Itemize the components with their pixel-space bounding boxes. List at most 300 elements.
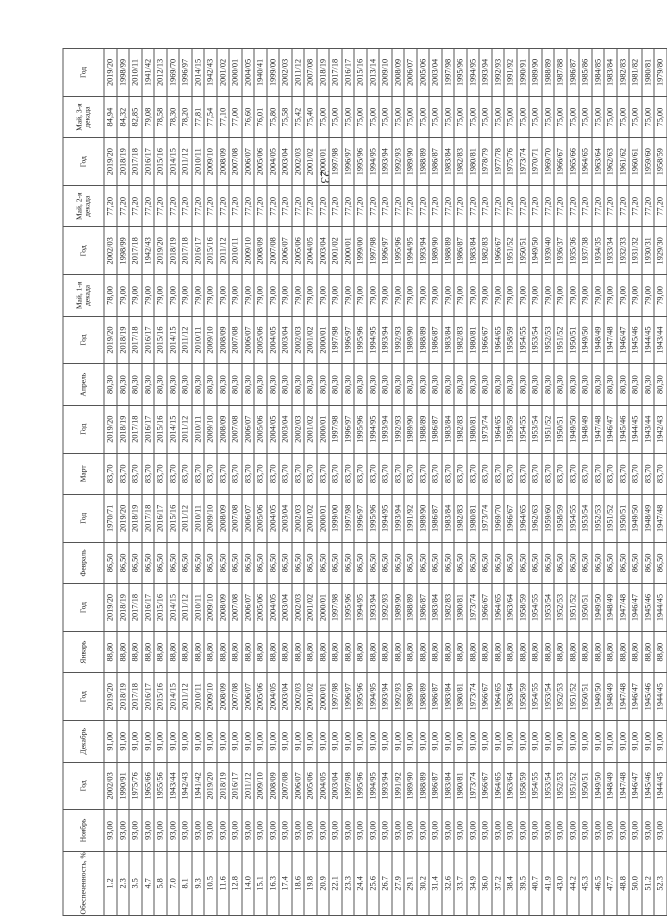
table-cell: 2009/10: [204, 138, 217, 186]
table-cell: 2005/06: [254, 405, 267, 453]
table-cell: 1969/70: [167, 49, 180, 97]
table-cell: 86,50: [329, 542, 342, 583]
table-row: [517, 49, 530, 916]
table-cell: 86,50: [592, 542, 605, 583]
table-cell: 1953/54: [579, 495, 592, 543]
table-cell: 1947/48: [654, 495, 667, 543]
table-cell: 2006/07: [242, 673, 255, 721]
table-cell: 77,20: [442, 186, 455, 227]
table-cell: 1994/95: [367, 405, 380, 453]
table-cell: 83,70: [467, 453, 480, 494]
table-cell: 79,00: [579, 275, 592, 316]
table-cell: 83,70: [504, 453, 517, 494]
table-cell: 2017/18: [129, 673, 142, 721]
table-cell: 91,00: [354, 721, 367, 762]
table-cell: 2019/20: [204, 762, 217, 810]
table-cell: 86,50: [492, 542, 505, 583]
table-cell: 4.7: [142, 851, 155, 915]
table-cell: 1943/44: [654, 316, 667, 364]
table-cell: 86,50: [354, 542, 367, 583]
table-cell: 1949/50: [592, 584, 605, 632]
table-cell: 36.0: [479, 851, 492, 915]
table-cell: 1995/96: [367, 495, 380, 543]
table-cell: 1973/74: [479, 405, 492, 453]
table-cell: 80,30: [129, 364, 142, 405]
table-cell: 1964/65: [579, 138, 592, 186]
table-cell: 2000/01: [317, 495, 330, 543]
table-cell: 86,50: [517, 542, 530, 583]
table-cell: 1964/65: [492, 316, 505, 364]
table-cell: 1944/45: [642, 316, 655, 364]
table-cell: 1948/49: [592, 316, 605, 364]
table-cell: 88,80: [354, 631, 367, 672]
table-cell: 76,60: [242, 96, 255, 137]
table-cell: 75,00: [617, 96, 630, 137]
table-cell: 1932/33: [617, 227, 630, 275]
table-cell: 91,00: [292, 721, 305, 762]
table-cell: 93,00: [204, 810, 217, 851]
table-cell: 2015/16: [167, 495, 180, 543]
table-row: [392, 49, 405, 916]
table-cell: 50.0: [629, 851, 642, 915]
table-cell: 1989/90: [404, 138, 417, 186]
table-cell: 79,00: [567, 275, 580, 316]
table-cell: 1959/60: [642, 138, 655, 186]
table-cell: 75,00: [604, 96, 617, 137]
column-header: Декабрь: [63, 721, 104, 762]
table-cell: 9.3: [192, 851, 205, 915]
table-cell: 86,50: [192, 542, 205, 583]
table-cell: 2009/10: [204, 316, 217, 364]
table-cell: 1982/83: [454, 138, 467, 186]
table-cell: 79,08: [142, 96, 155, 137]
table-cell: 80,30: [317, 364, 330, 405]
table-cell: 2003/04: [279, 316, 292, 364]
table-row: [217, 49, 230, 916]
table-cell: 93,00: [292, 810, 305, 851]
table-cell: 1948/49: [604, 584, 617, 632]
table-cell: 75,00: [342, 96, 355, 137]
table-cell: 1946/47: [629, 762, 642, 810]
table-cell: 79,00: [329, 275, 342, 316]
table-cell: 80,30: [404, 364, 417, 405]
table-cell: 1970/71: [104, 495, 117, 543]
table-cell: 2008/09: [217, 138, 230, 186]
table-cell: 93,00: [629, 810, 642, 851]
table-cell: 2016/17: [142, 316, 155, 364]
table-row: [442, 49, 455, 916]
table-cell: 77,20: [104, 186, 117, 227]
table-cell: 83,70: [367, 453, 380, 494]
table-cell: 2001/02: [304, 584, 317, 632]
table-cell: 2015/16: [204, 227, 217, 275]
table-cell: 1936/37: [554, 227, 567, 275]
table-cell: 1963/64: [504, 673, 517, 721]
table-cell: 1964/65: [492, 584, 505, 632]
table-cell: 80,30: [542, 364, 555, 405]
table-cell: 91,00: [217, 721, 230, 762]
table-cell: 77,20: [329, 186, 342, 227]
table-cell: 2004/05: [267, 405, 280, 453]
table-cell: 2011/12: [179, 405, 192, 453]
table-cell: 1975/76: [504, 138, 517, 186]
table-cell: 2018/19: [117, 584, 130, 632]
table-cell: 31.4: [429, 851, 442, 915]
table-cell: 88,80: [154, 631, 167, 672]
table-cell: 91,00: [329, 721, 342, 762]
table-cell: 91,00: [379, 721, 392, 762]
table-cell: 80,30: [217, 364, 230, 405]
table-cell: 1988/89: [542, 49, 555, 97]
table-cell: 2002/03: [292, 495, 305, 543]
table-cell: 79,00: [379, 275, 392, 316]
table-cell: 1983/84: [442, 762, 455, 810]
table-cell: 83,70: [529, 453, 542, 494]
table-cell: 1982/83: [454, 316, 467, 364]
table-cell: 1949/50: [592, 762, 605, 810]
table-cell: 2011/12: [217, 227, 230, 275]
table-cell: 2016/17: [142, 405, 155, 453]
table-cell: 2007/08: [279, 762, 292, 810]
table-cell: 1993/94: [379, 405, 392, 453]
table-cell: 1994/95: [379, 495, 392, 543]
table-cell: 1973/74: [517, 138, 530, 186]
table-cell: 84,32: [117, 96, 130, 137]
table-cell: 37.2: [492, 851, 505, 915]
table-cell: 83,70: [429, 453, 442, 494]
table-cell: 2000/01: [317, 316, 330, 364]
table-cell: 1994/95: [367, 138, 380, 186]
table-cell: 77,20: [317, 186, 330, 227]
table-cell: 2011/12: [179, 584, 192, 632]
table-cell: 79,00: [279, 275, 292, 316]
table-cell: 79,00: [242, 275, 255, 316]
table-cell: 2014/15: [167, 673, 180, 721]
table-cell: 1951/52: [542, 405, 555, 453]
table-cell: 1966/67: [479, 673, 492, 721]
table-cell: 83,70: [654, 453, 667, 494]
table-row: [654, 49, 667, 916]
table-cell: 2005/06: [254, 316, 267, 364]
table-cell: 1953/54: [542, 673, 555, 721]
table-cell: 1986/87: [429, 673, 442, 721]
table-cell: 86,50: [554, 542, 567, 583]
table-cell: 83,70: [192, 453, 205, 494]
table-cell: 2010/11: [229, 227, 242, 275]
table-cell: 88,80: [229, 631, 242, 672]
table-cell: 82,85: [129, 96, 142, 137]
table-cell: 2014/15: [167, 584, 180, 632]
table-cell: 1966/67: [479, 316, 492, 364]
table-cell: 1986/87: [429, 405, 442, 453]
table-cell: 91,00: [479, 721, 492, 762]
table-cell: 1951/52: [567, 762, 580, 810]
table-cell: 1995/96: [342, 584, 355, 632]
table-cell: 1986/87: [417, 584, 430, 632]
table-cell: 79,00: [129, 275, 142, 316]
column-header: Год: [63, 495, 104, 543]
table-cell: 86,50: [379, 542, 392, 583]
table-cell: 1954/55: [529, 584, 542, 632]
table-cell: 1958/59: [654, 138, 667, 186]
table-cell: 2009/10: [204, 673, 217, 721]
table-cell: 2000/01: [317, 405, 330, 453]
table-cell: 32.6: [442, 851, 455, 915]
table-cell: 83,70: [617, 453, 630, 494]
table-cell: 2010/11: [192, 316, 205, 364]
table-cell: 79,00: [229, 275, 242, 316]
table-cell: 2005/06: [304, 762, 317, 810]
table-cell: 93,00: [379, 810, 392, 851]
table-cell: 2009/10: [242, 227, 255, 275]
table-cell: 86,50: [542, 542, 555, 583]
table-cell: 77,20: [404, 186, 417, 227]
table-cell: 77,20: [217, 186, 230, 227]
table-cell: 93,00: [642, 810, 655, 851]
table-cell: 80,30: [592, 364, 605, 405]
table-cell: 77,20: [204, 186, 217, 227]
table-cell: 1948/49: [579, 405, 592, 453]
table-cell: 91,00: [204, 721, 217, 762]
table-cell: 88,80: [567, 631, 580, 672]
table-cell: 79,00: [629, 275, 642, 316]
table-cell: 2008/09: [254, 227, 267, 275]
table-row: [204, 49, 217, 916]
table-cell: 2019/20: [104, 49, 117, 97]
table-cell: 77,20: [642, 186, 655, 227]
table-cell: 1996/97: [354, 495, 367, 543]
table-cell: 77,20: [567, 186, 580, 227]
table-cell: 86,50: [242, 542, 255, 583]
table-cell: 1953/54: [542, 762, 555, 810]
table-cell: 1995/96: [354, 138, 367, 186]
table-cell: 1987/88: [554, 49, 567, 97]
table-cell: 1981/82: [629, 49, 642, 97]
table-cell: 84,94: [104, 96, 117, 137]
table-cell: 91,00: [267, 721, 280, 762]
table-cell: 80,30: [367, 364, 380, 405]
table-cell: 2009/10: [254, 762, 267, 810]
table-cell: 1993/94: [367, 584, 380, 632]
table-cell: 79,00: [354, 275, 367, 316]
table-cell: 1964/65: [492, 673, 505, 721]
table-cell: 86,50: [167, 542, 180, 583]
table-cell: 1994/95: [467, 49, 480, 97]
table-cell: 1954/55: [567, 495, 580, 543]
table-cell: 93,00: [304, 810, 317, 851]
table-cell: 88,80: [492, 631, 505, 672]
table-cell: 93,00: [329, 810, 342, 851]
table-cell: 83,70: [217, 453, 230, 494]
column-header: Ноябрь: [63, 810, 104, 851]
table-cell: 1996/97: [342, 138, 355, 186]
table-cell: 2002/03: [292, 405, 305, 453]
table-cell: 1949/50: [592, 673, 605, 721]
table-cell: 1954/55: [529, 762, 542, 810]
table-cell: 80,30: [379, 364, 392, 405]
table-cell: 75,00: [592, 96, 605, 137]
table-cell: 18.6: [292, 851, 305, 915]
table-cell: 1995/96: [392, 227, 405, 275]
table-cell: 1994/95: [367, 762, 380, 810]
column-header: Год: [63, 49, 104, 97]
table-cell: 88,80: [542, 631, 555, 672]
table-cell: 1951/52: [567, 673, 580, 721]
page-number: 23: [317, 164, 333, 190]
table-cell: 1949/50: [529, 227, 542, 275]
table-row: [254, 49, 267, 916]
table-cell: 77,20: [354, 186, 367, 227]
table-cell: 48.8: [617, 851, 630, 915]
table-cell: 83,70: [454, 453, 467, 494]
table-cell: 2016/17: [142, 138, 155, 186]
table-cell: 2008/09: [217, 316, 230, 364]
table-cell: 1988/89: [442, 227, 455, 275]
table-cell: 77,20: [454, 186, 467, 227]
table-cell: 88,80: [279, 631, 292, 672]
table-cell: 86,50: [504, 542, 517, 583]
table-cell: 1947/48: [617, 673, 630, 721]
table-cell: 1947/48: [617, 762, 630, 810]
table-cell: 1952/53: [554, 673, 567, 721]
table-cell: 10.5: [204, 851, 217, 915]
table-cell: 88,80: [592, 631, 605, 672]
table-row: [579, 49, 592, 916]
table-cell: 86,50: [317, 542, 330, 583]
table-cell: 91,00: [542, 721, 555, 762]
table-cell: 93,00: [129, 810, 142, 851]
table-cell: 79,00: [154, 275, 167, 316]
table-cell: 75,00: [629, 96, 642, 137]
table-cell: 2002/03: [104, 227, 117, 275]
table-cell: 2015/16: [154, 584, 167, 632]
table-cell: 77,20: [167, 186, 180, 227]
table-cell: 29.1: [404, 851, 417, 915]
table-cell: 86,50: [204, 542, 217, 583]
table-cell: 1997/98: [329, 584, 342, 632]
table-cell: 83,70: [379, 453, 392, 494]
table-cell: 2018/19: [129, 495, 142, 543]
table-cell: 88,80: [179, 631, 192, 672]
table-cell: 91,00: [404, 721, 417, 762]
table-cell: 1945/46: [629, 316, 642, 364]
table-cell: 91,00: [242, 721, 255, 762]
table-row: [267, 49, 280, 916]
table-cell: 2014/15: [167, 405, 180, 453]
table-cell: 75,00: [467, 96, 480, 137]
table-cell: 2010/11: [192, 405, 205, 453]
table-cell: 83,70: [179, 453, 192, 494]
table-cell: 1953/54: [529, 316, 542, 364]
table-cell: 88,80: [429, 631, 442, 672]
table-row: [592, 49, 605, 916]
table-row: [229, 49, 242, 916]
table-cell: 88,80: [417, 631, 430, 672]
table-row: [367, 49, 380, 916]
table-cell: 83,70: [642, 453, 655, 494]
table-cell: 27.9: [392, 851, 405, 915]
table-cell: 1997/98: [367, 227, 380, 275]
table-cell: 83,70: [254, 453, 267, 494]
table-cell: 86,50: [642, 542, 655, 583]
table-row: [504, 49, 517, 916]
table-cell: 46.5: [592, 851, 605, 915]
table-cell: 86,50: [442, 542, 455, 583]
table-cell: 83,70: [167, 453, 180, 494]
table-cell: 86,50: [654, 542, 667, 583]
table-cell: 91,00: [317, 721, 330, 762]
table-cell: 79,00: [254, 275, 267, 316]
table-cell: 91,00: [554, 721, 567, 762]
table-cell: 1945/46: [617, 405, 630, 453]
table-cell: 2001/02: [304, 138, 317, 186]
table-cell: 88,80: [579, 631, 592, 672]
table-cell: 1950/51: [567, 316, 580, 364]
table-cell: 5.8: [154, 851, 167, 915]
table-cell: 2018/19: [117, 673, 130, 721]
table-cell: 86,50: [529, 542, 542, 583]
table-cell: 2002/03: [279, 49, 292, 97]
table-cell: 1991/92: [504, 49, 517, 97]
table-cell: 91,00: [567, 721, 580, 762]
table-cell: 80,30: [304, 364, 317, 405]
table-cell: 1983/84: [467, 227, 480, 275]
table-cell: 2005/06: [417, 49, 430, 97]
table-cell: 1992/93: [392, 138, 405, 186]
table-cell: 91,00: [492, 721, 505, 762]
table-cell: 1958/59: [504, 316, 517, 364]
table-cell: 1983/84: [429, 584, 442, 632]
table-cell: 1995/96: [354, 673, 367, 721]
table-cell: 2009/10: [204, 495, 217, 543]
table-cell: 1993/94: [392, 495, 405, 543]
table-cell: 93,00: [354, 810, 367, 851]
table-cell: 1980/81: [454, 584, 467, 632]
table-cell: 2017/18: [129, 584, 142, 632]
table-cell: 83,70: [342, 453, 355, 494]
table-row: [554, 49, 567, 916]
table-cell: 88,80: [242, 631, 255, 672]
table-cell: 1986/87: [454, 227, 467, 275]
column-header: Апрель: [63, 364, 104, 405]
table-cell: 2002/03: [292, 138, 305, 186]
table-cell: 1995/96: [354, 762, 367, 810]
table-cell: 80,30: [642, 364, 655, 405]
table-cell: 88,80: [104, 631, 117, 672]
table-cell: 2010/11: [192, 673, 205, 721]
table-row: [329, 49, 342, 916]
table-cell: 1996/97: [342, 673, 355, 721]
table-cell: 2015/16: [354, 49, 367, 97]
table-cell: 83,70: [442, 453, 455, 494]
table-row: [104, 49, 117, 916]
table-cell: 2011/12: [242, 762, 255, 810]
table-cell: 2003/04: [429, 49, 442, 97]
table-cell: 93,00: [567, 810, 580, 851]
table-cell: 1950/51: [579, 584, 592, 632]
table-cell: 25.6: [367, 851, 380, 915]
table-cell: 2018/19: [317, 49, 330, 97]
table-cell: 1979/80: [654, 49, 667, 97]
table-cell: 1986/87: [429, 138, 442, 186]
table-cell: 2018/19: [117, 405, 130, 453]
table-row: [317, 49, 330, 916]
table-cell: 78,00: [104, 275, 117, 316]
table-cell: 83,70: [579, 453, 592, 494]
table-cell: 2008/09: [217, 673, 230, 721]
table-cell: 1994/95: [367, 316, 380, 364]
table-cell: 1946/47: [604, 405, 617, 453]
